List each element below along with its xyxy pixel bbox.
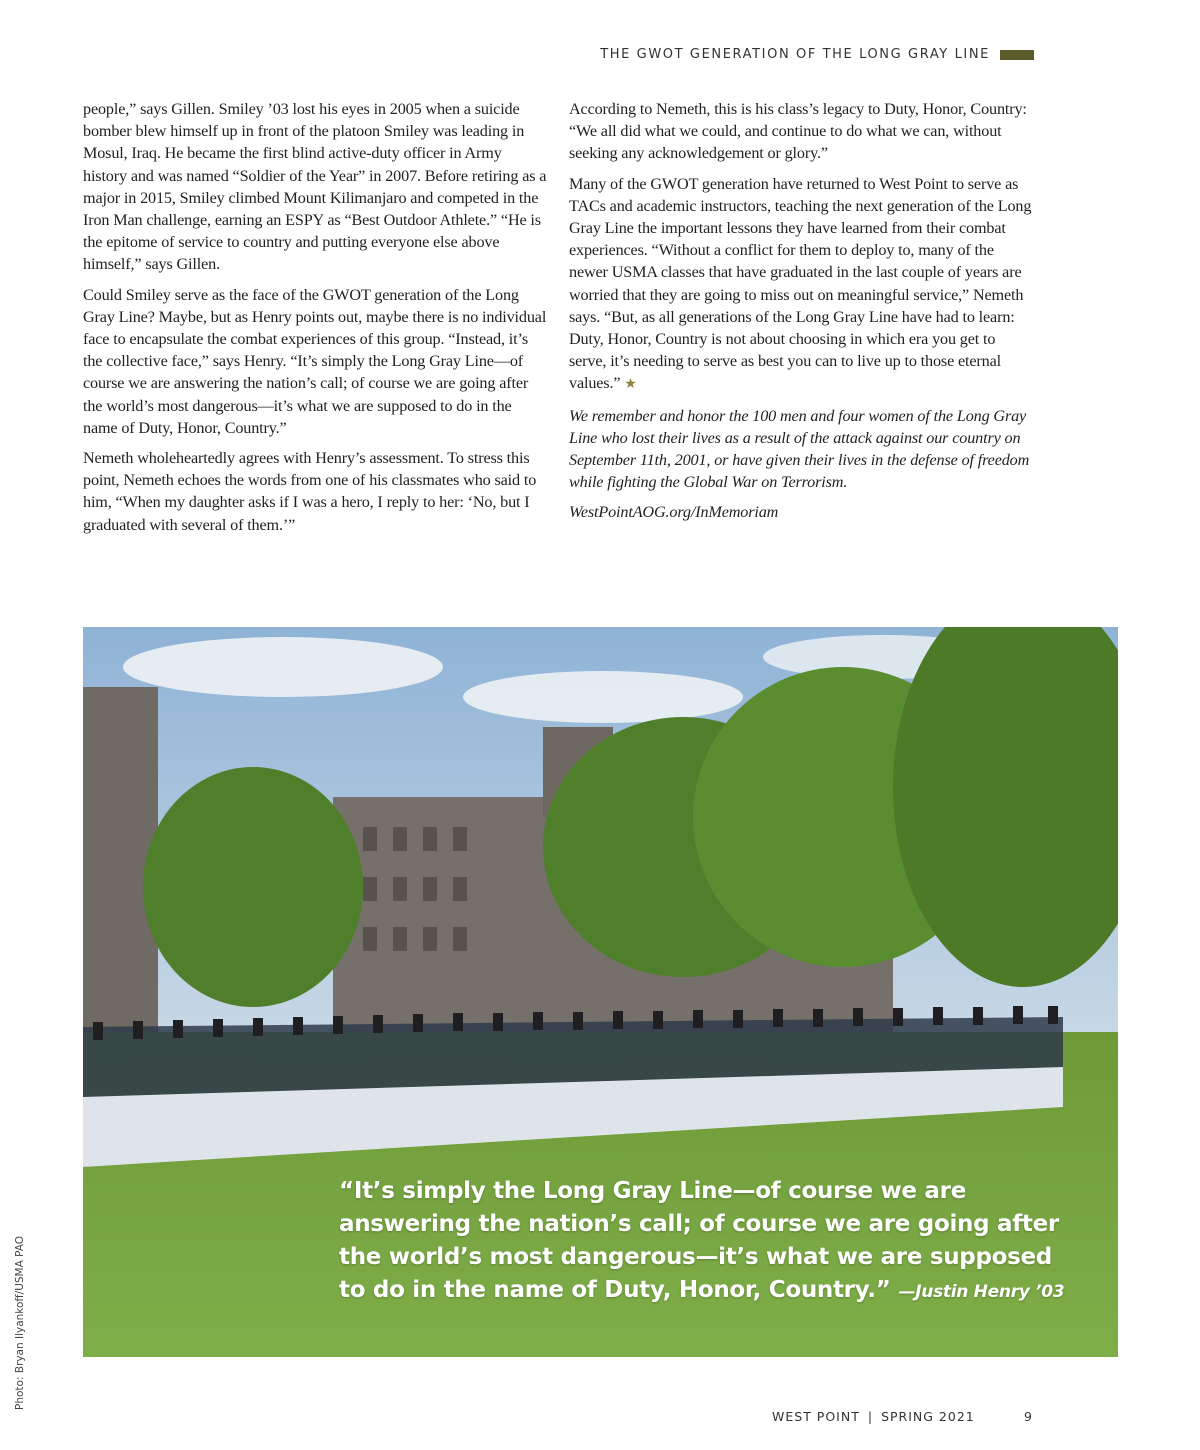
footer-publication: WEST POINT [772,1409,860,1424]
running-header-title: THE GWOT GENERATION OF THE LONG GRAY LINE [600,47,990,62]
pull-quote [339,1175,1079,1309]
pull-quote-text: “It’s simply the Long Gray Line—of course we are answering the nation’s call; of course we are going after the world’s most dangerous—it’s what we are supposed to do in the name of Duty, Honor, Country.” [339,1178,1059,1303]
right-column [569,98,1034,532]
left-column [83,98,548,544]
body-paragraph: Nemeth wholeheartedly agrees with Henry’s assessment. To stress this point, Nemeth echoes the words from one of his classmates who said to him, “When my daughter asks if I was a hero, I reply to her: ‘No, but I graduated with several of them.’” [83,449,537,534]
body-paragraph: Could Smiley serve as the face of the GWOT generation of the Long Gray Line? Maybe, but as Henry points out, maybe there is no individual face to encapsulate the combat experiences of this group. “Instead, it’s the collective face,” says Henry. “It’s simply the Long Gray Line—of course we are answering the nation’s call; of course we are going after the world’s most dangerous—it’s what we are supposed to do in the name of Duty, Honor, Country.” [83,285,547,437]
page-footer [772,1409,1033,1424]
footer-separator: | [867,1409,874,1424]
footer-issue: SPRING 2021 [881,1409,975,1424]
photo-credit: Photo: Bryan Ilyankoff/USMA PAO [14,1235,26,1410]
page-number: 9 [1024,1409,1033,1424]
closing-paragraph-text: Many of the GWOT generation have returned to West Point to serve as TACs and academic instructors, teaching the next generation of the Long Gray Line the important lessons they have learned from their combat experiences. “Without a conflict for them to deploy to, many of the newer USMA classes that have graduated in the last couple of years are worried that they are going to miss out on meaningful service,” Nemeth says. “But, as all generations of the Long Gray Line have had to learn: Duty, Honor, Country is not about choosing in which era you get to serve, it’s needing to serve as best you can to live up to those eternal values.” [569,174,1032,393]
memorial-link[interactable]: WestPointAOG.org/InMemoriam [569,503,779,522]
body-paragraph [569,173,1034,397]
cadet-parade-photo [83,627,1118,1357]
cloud [463,671,743,723]
body-paragraph: According to Nemeth, this is his class’s legacy to Duty, Honor, Country: “We all did what we could, and continue to do what we can, without seeking any acknowledgement or glory.” [569,100,1027,163]
running-header [600,47,1034,62]
body-paragraph: people,” says Gillen. Smiley ’03 lost his eyes in 2005 when a suicide bomber blew himself up in front of the platoon Smiley was leading in Mosul, Iraq. He became the first blind active-duty officer in Army history and was named “Soldier of the Year” in 2007. Before retiring as a major in 2015, Smiley climbed Mount Kilimanjaro and competed in the Iron Man challenge, earning an ESPY as “Best Outdoor Athlete.” “He is the epitome of service to country and putting everyone else above himself,” says Gillen. [83,100,547,274]
pull-quote-attribution: —Justin Henry ’03 [898,1282,1065,1302]
memorial-note: We remember and honor the 100 men and four women of the Long Gray Line who lost their lives as a result of the attack against our country on September 11th, 2001, or have given their lives in the defense of freedom while fighting the Global War on Terrorism. [569,406,1030,492]
cloud [123,637,443,697]
end-star-icon: ★ [624,377,637,393]
header-accent-bar [1000,50,1034,60]
